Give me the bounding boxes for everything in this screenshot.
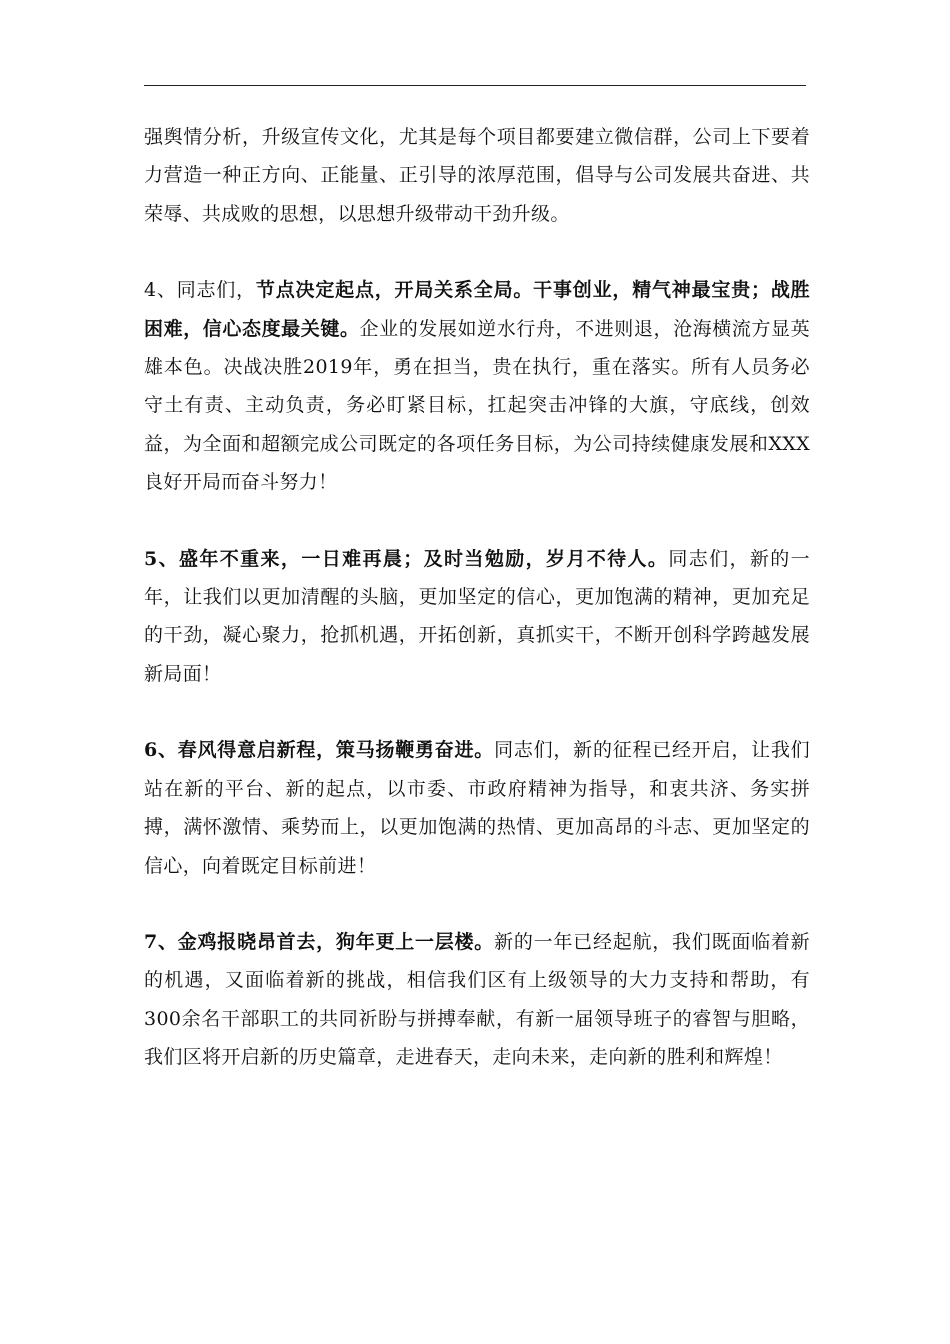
paragraph-text: 企业的发展如逆水行舟，不进则退，沧海横流方显英雄本色。决战决胜2019年，勇在担当，贵在执行，重在落实。所有人员务必守土有责、主动负责，务必盯紧目标，扛起突击冲锋的大旗，守底线，创效益，为全面和超额完成公司既定的各项任务目标，为公司持续健康发展和XXX良好开局而奋斗努力！	[144, 317, 810, 494]
header-rule	[144, 85, 806, 86]
paragraph-text: 强舆情分析，升级宣传文化，尤其是每个项目都要建立微信群，公司上下要着力营造一种正方向、正能量、正引导的浓厚范围，倡导与公司发展共奋进、共荣辱、共成败的思想，以思想升级带动干劲升级。	[144, 126, 810, 225]
document-body	[144, 118, 810, 1077]
paragraph-continued	[144, 118, 810, 233]
paragraph-7	[144, 923, 810, 1077]
paragraph-bold-lead: 5、盛年不重来，一日难再晨；及时当勉励，岁月不待人。	[144, 547, 669, 570]
paragraph-bold-lead: 7、金鸡报晓昂首去，狗年更上一层楼。	[144, 930, 495, 953]
paragraph-bold-lead: 6、春风得意启新程，策马扬鞭勇奋进。	[144, 739, 495, 762]
paragraph-text: 新的一年已经起航，我们既面临着新的机遇，又面临着新的挑战，相信我们区有上级领导的大力支持和帮助，有300余名干部职工的共同祈盼与拼搏奉献，有新一届领导班子的睿智与胆略，我们区将开启新的历史篇章，走进春天，走向未来，走向新的胜利和辉煌！	[144, 930, 810, 1069]
paragraph-number: 4、同志们，	[144, 279, 256, 302]
paragraph-bold-lead: 节点决定起点，开局关系全局。干事创业，精气神最宝贵；战胜困难，信心态度最关键。	[144, 279, 810, 340]
paragraph-text: 同志们，新的一年，让我们以更加清醒的头脑，更加坚定的信心，更加饱满的精神，更加充足的干劲，凝心聚力，抢抓机遇，开拓创新，真抓实干，不断开创科学跨越发展新局面！	[144, 547, 810, 685]
paragraph-text: 同志们，新的征程已经开启，让我们站在新的平台、新的起点，以市委、市政府精神为指导，和衷共济、务实拼搏，满怀激情、乘势而上，以更加饱满的热情、更加高昂的斗志、更加坚定的信心，向着既定目标前进！	[144, 739, 810, 877]
paragraph-6	[144, 731, 810, 885]
paragraph-4	[144, 271, 810, 501]
paragraph-5	[144, 540, 810, 694]
